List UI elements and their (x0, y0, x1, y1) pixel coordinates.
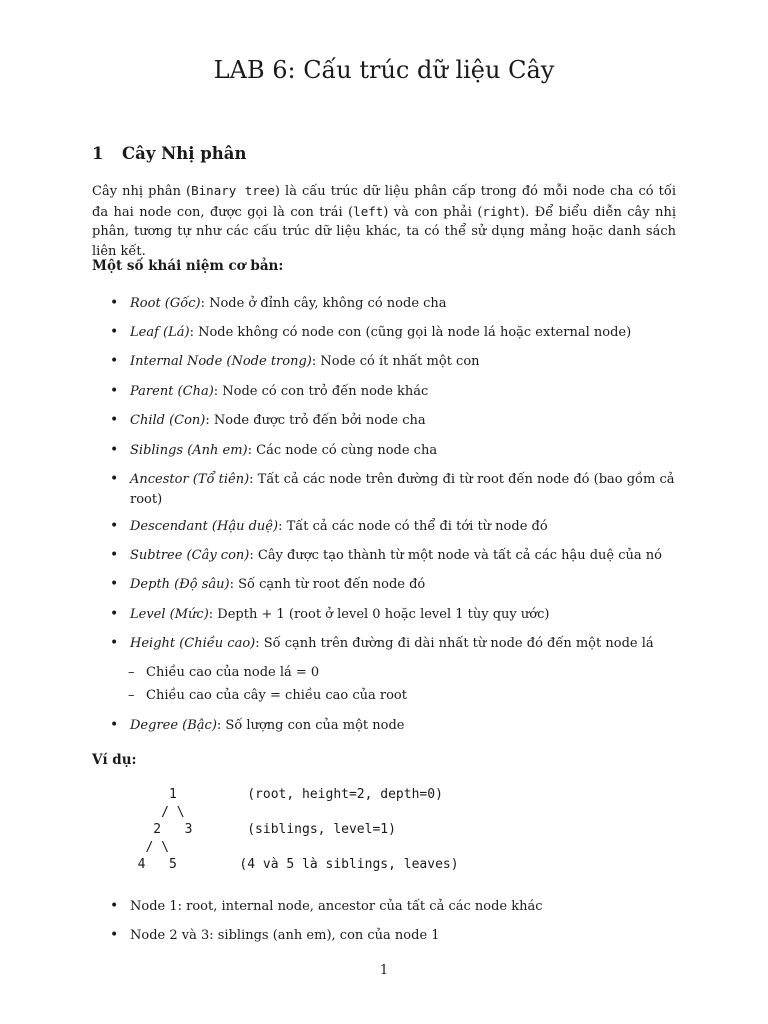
term-desc: : Số cạnh từ root đến node đó (229, 577, 426, 592)
tree-diagram: 1 (root, height=2, depth=0) / \ 2 3 (siblings, level=1) / \ 4 5 (4 và 5 là siblings, leaves) (137, 787, 459, 873)
example-note: • Node 1: root, internal node, ancestor của tất cả các node khác (130, 897, 676, 917)
term-desc: : Node được trỏ đến bởi node cha (205, 413, 426, 428)
term-label: Degree (Bậc) (130, 718, 217, 733)
term-label: Subtree (Cây con) (130, 548, 250, 563)
term-desc: : Tất cả các node có thể đi tới từ node đó (278, 519, 548, 534)
term-label: Leaf (Lá) (130, 325, 190, 340)
term-label: Ancestor (Tổ tiên) (130, 472, 250, 487)
term-subtree (130, 546, 676, 566)
term-desc: : Số lượng con của một node (216, 718, 405, 733)
term-siblings (130, 441, 676, 461)
intro-text-1: Cây nhị phân ( (92, 184, 192, 199)
term-desc: : Node có ít nhất một con (311, 354, 480, 369)
term-desc: : Cây được tạo thành từ một node và tất cả các hậu duệ của nó (249, 548, 662, 563)
page-number: 1 (379, 963, 389, 978)
term-desc: : Tất cả các node trên đường đi từ root đến node đó (bao gồm cả root) (130, 472, 675, 507)
term-child (130, 411, 676, 431)
intro-text-3: ) và con phải ( (383, 204, 483, 220)
intro-paragraph (92, 181, 676, 261)
code-binary-tree: Binary tree (191, 183, 275, 198)
section-number: 1 (92, 144, 104, 163)
code-left: left (353, 203, 384, 219)
term-desc: : Số cạnh trên đường đi dài nhất từ node đó đến một node lá (255, 636, 654, 651)
height-subitem: – Chiều cao của cây = chiều cao của root (146, 686, 407, 706)
term-label: Siblings (Anh em) (130, 443, 248, 458)
term-label: Depth (Độ sâu) (130, 577, 230, 592)
term-depth (130, 575, 676, 595)
term-leaf (130, 323, 676, 343)
term-label: Child (Con) (130, 413, 206, 428)
example-note: • Node 2 và 3: siblings (anh em), con của node 1 (130, 926, 676, 946)
term-descendant (130, 517, 676, 537)
term-label: Internal Node (Node trong) (130, 354, 312, 369)
term-label: Height (Chiều cao) (130, 636, 256, 651)
height-subitem: – Chiều cao của node lá = 0 (146, 663, 319, 683)
section-title: Cây Nhị phân (122, 144, 247, 163)
term-root (130, 294, 676, 314)
term-desc: : Node có con trỏ đến node khác (213, 384, 429, 399)
term-label: Level (Mức) (130, 607, 209, 622)
term-desc: : Depth + 1 (root ở level 0 hoặc level 1 tùy quy ước) (208, 607, 550, 622)
document-title: LAB 6: Cấu trúc dữ liệu Cây (213, 56, 555, 84)
term-desc: : Node ở đỉnh cây, không có node cha (200, 296, 447, 311)
term-degree (130, 716, 676, 736)
term-internal-node (130, 352, 676, 372)
term-level (130, 605, 676, 625)
example-heading: Ví dụ: (92, 752, 137, 768)
term-label: Parent (Cha) (130, 384, 214, 399)
intro-text-4: ). Để biểu diễn cây nhị phân, tương tự như các cấu trúc dữ liệu khác, ta có thể sử dụng mảng hoặc danh sách liên kết. (92, 204, 676, 259)
term-height (130, 634, 676, 654)
term-ancestor (130, 470, 676, 509)
term-parent (130, 382, 676, 402)
term-desc: : Node không có node con (cũng gọi là node lá hoặc external node) (189, 325, 632, 340)
concepts-heading: Một số khái niệm cơ bản: (92, 258, 284, 274)
section-heading (92, 144, 246, 163)
term-label: Descendant (Hậu duệ) (130, 519, 279, 534)
term-desc: : Các node có cùng node cha (247, 443, 438, 458)
intro-text-2: ) là cấu trúc dữ liệu phân cấp trong đó mỗi node cha có tối đa hai node con, được gọi là con trái ( (92, 184, 676, 220)
term-label: Root (Gốc) (130, 296, 201, 311)
code-right: right (482, 203, 521, 219)
